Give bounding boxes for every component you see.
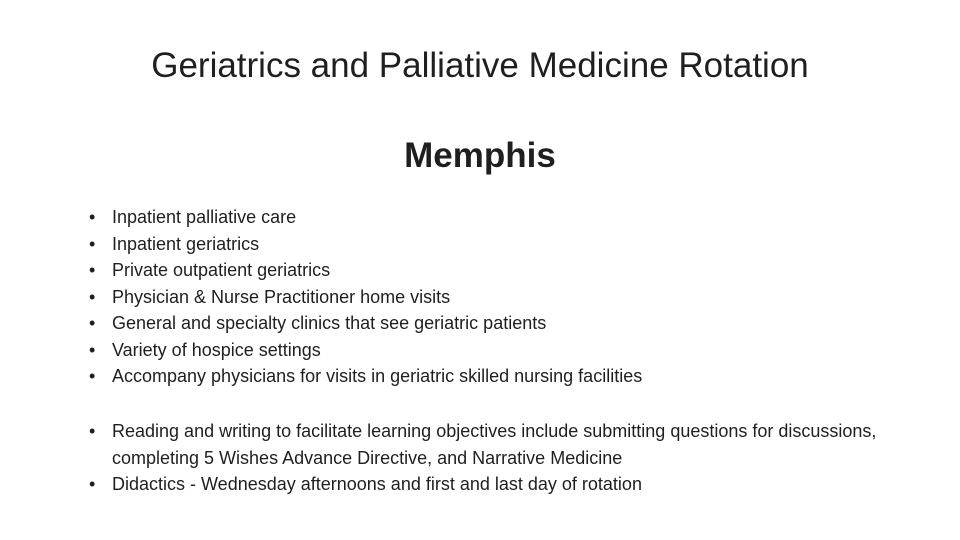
list-item <box>89 471 882 498</box>
list-item <box>89 204 892 231</box>
learning-activities-list <box>89 418 892 498</box>
bullet-icon: • <box>89 474 96 494</box>
bullet-icon: • <box>89 207 96 227</box>
bullet-icon: • <box>89 339 96 360</box>
list-item <box>89 310 892 337</box>
slide-title: Geriatrics and Palliative Medicine Rotation <box>151 46 809 85</box>
rotation-settings-list <box>89 204 892 390</box>
bullet-icon: • <box>89 286 96 307</box>
list-item <box>89 418 882 471</box>
list-item <box>89 231 892 258</box>
list-item-text: Inpatient palliative care <box>112 207 297 227</box>
list-item-text: Didactics - Wednesday afternoons and first and last day of rotation <box>112 474 642 494</box>
slide-subtitle: Memphis <box>404 136 556 175</box>
list-item-text: Inpatient geriatrics <box>112 233 260 254</box>
bullet-icon: • <box>89 421 96 441</box>
bullet-icon: • <box>89 260 96 280</box>
bullet-icon: • <box>89 366 96 386</box>
list-item <box>89 284 892 311</box>
list-item <box>89 363 892 390</box>
list-item-text: Accompany physicians for visits in geriatric skilled nursing facilities <box>112 366 643 386</box>
bullet-icon: • <box>89 233 96 254</box>
bullet-icon: • <box>89 313 96 333</box>
list-item <box>89 337 892 364</box>
list-item <box>89 257 892 284</box>
list-item-text: Physician & Nurse Practitioner home visits <box>112 286 451 307</box>
list-item-text: Private outpatient geriatrics <box>112 260 331 280</box>
list-item-text: Variety of hospice settings <box>112 339 321 360</box>
list-item-text: General and specialty clinics that see geriatric patients <box>112 313 547 333</box>
list-item-text: Reading and writing to facilitate learning objectives include submitting questions for discussions, completing 5 Wishes Advance Directive, and Narrative Medicine <box>112 421 877 468</box>
